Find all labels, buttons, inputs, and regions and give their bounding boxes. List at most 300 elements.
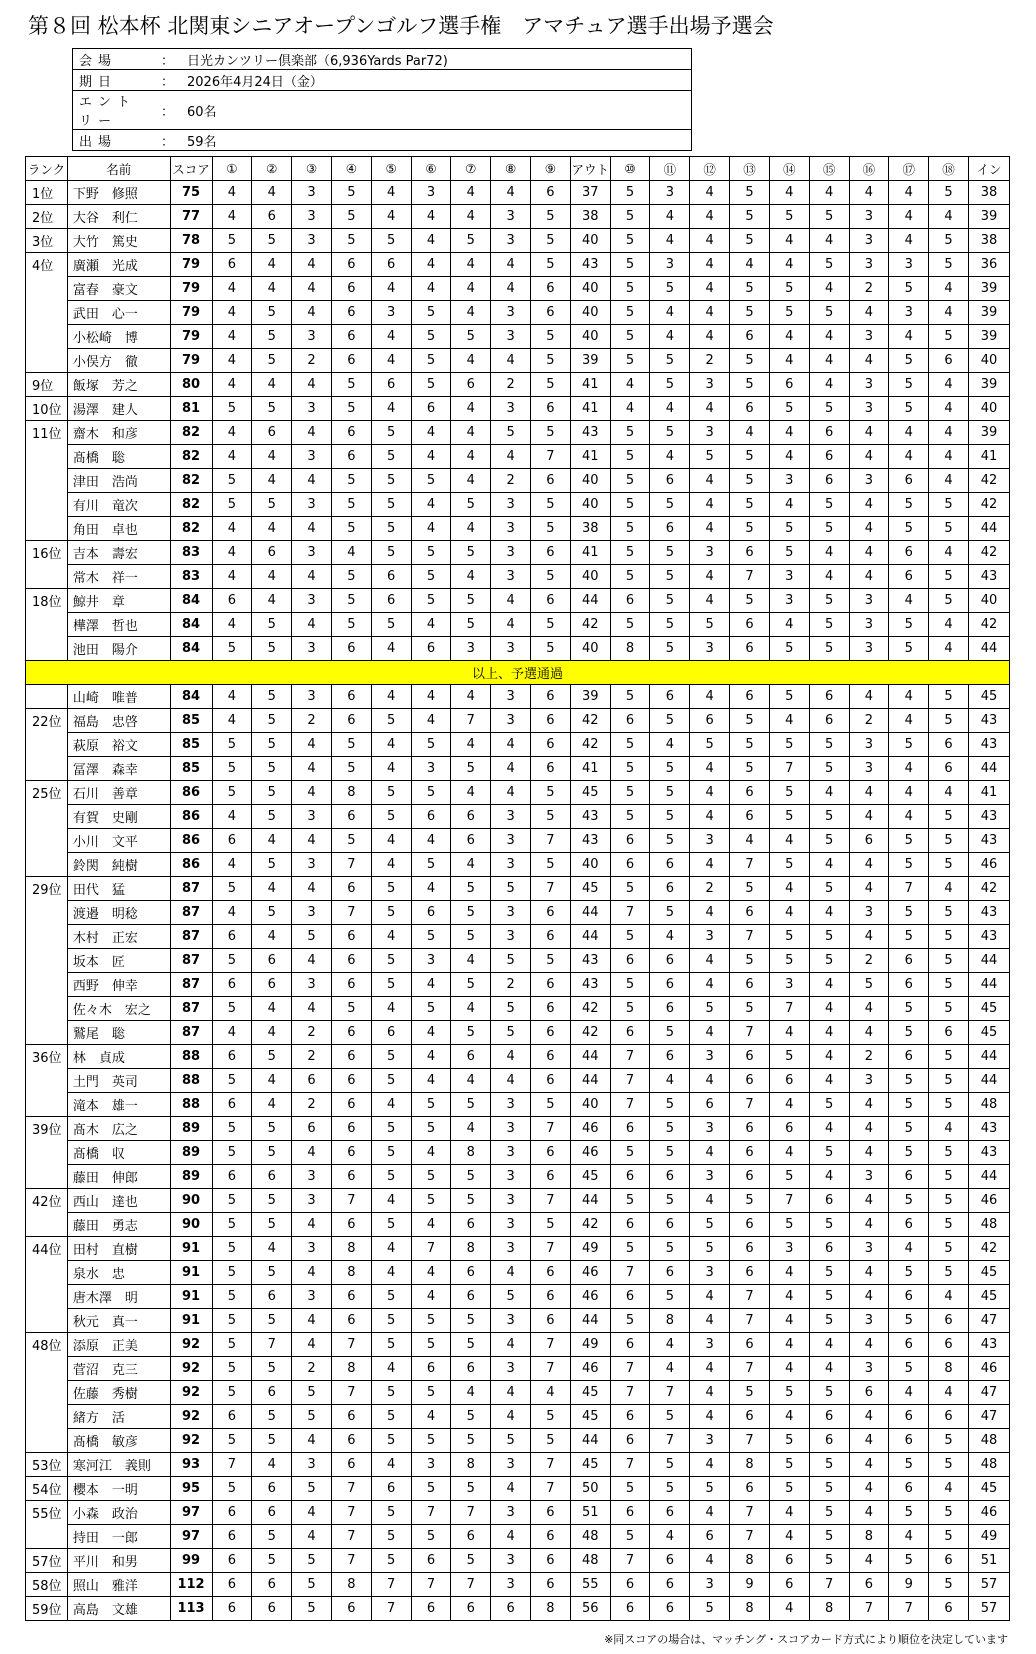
rank-cell: [26, 1021, 68, 1045]
hole-score: 4: [292, 277, 332, 301]
hole-score: 5: [610, 805, 650, 829]
hole-score: 3: [292, 1453, 332, 1477]
info-label: 出場: [73, 130, 156, 151]
hole-score: 46: [570, 1285, 610, 1309]
hole-score: 5: [889, 349, 929, 373]
hole-score: 6: [331, 1021, 371, 1045]
hole-score: 4: [650, 397, 690, 421]
hole-score: 5: [451, 1405, 491, 1429]
hole-score: 6: [331, 685, 371, 709]
hole-score: 4: [769, 349, 809, 373]
player-name: 津田 浩尚: [67, 469, 170, 493]
column-header: ⑦: [451, 157, 491, 181]
hole-score: 6: [650, 1213, 690, 1237]
hole-score: 5: [889, 1069, 929, 1093]
hole-score: 7: [531, 877, 571, 901]
hole-score: 47: [968, 1405, 1009, 1429]
hole-score: 3: [849, 901, 889, 925]
hole-score: 5: [690, 997, 730, 1021]
ranking-note: ※同スコアの場合は、マッチング・スコアカード方式により順位を決定しています: [604, 1633, 1008, 1646]
hole-score: 6: [212, 1501, 252, 1525]
total-score: 87: [170, 973, 212, 997]
hole-score: 4: [212, 349, 252, 373]
total-score: 83: [170, 565, 212, 589]
total-score: 91: [170, 1285, 212, 1309]
hole-score: 42: [570, 709, 610, 733]
hole-score: 4: [690, 205, 730, 229]
hole-score: 6: [889, 1333, 929, 1357]
hole-score: 4: [212, 421, 252, 445]
hole-score: 5: [212, 1381, 252, 1405]
hole-score: 6: [491, 1597, 531, 1621]
hole-score: 55: [570, 1573, 610, 1597]
player-name: 秋元 真一: [67, 1309, 170, 1333]
hole-score: 2: [292, 349, 332, 373]
player-name: 木村 正宏: [67, 925, 170, 949]
hole-score: 4: [849, 301, 889, 325]
rank-cell: 57位: [26, 1549, 68, 1573]
score-table: [25, 156, 1010, 1621]
hole-score: 4: [411, 1045, 451, 1069]
hole-score: 4: [411, 877, 451, 901]
hole-score: 4: [451, 997, 491, 1021]
hole-score: 5: [331, 565, 371, 589]
hole-score: 3: [292, 541, 332, 565]
hole-score: 43: [968, 1117, 1009, 1141]
hole-score: 4: [929, 205, 969, 229]
hole-score: 4: [292, 1141, 332, 1165]
total-score: 86: [170, 781, 212, 805]
hole-score: 5: [610, 445, 650, 469]
hole-score: 6: [610, 949, 650, 973]
hole-score: 5: [809, 1261, 849, 1285]
hole-score: 6: [929, 1309, 969, 1333]
total-score: 84: [170, 613, 212, 637]
hole-score: 6: [730, 1069, 770, 1093]
column-header: ⑫: [690, 157, 730, 181]
hole-score: 5: [371, 1405, 411, 1429]
hole-score: 5: [889, 925, 929, 949]
hole-score: 2: [849, 949, 889, 973]
hole-score: 4: [292, 421, 332, 445]
rank-cell: [26, 1381, 68, 1405]
info-colon: ：: [155, 49, 181, 70]
hole-score: 7: [331, 1189, 371, 1213]
hole-score: 4: [849, 1213, 889, 1237]
hole-score: 4: [690, 685, 730, 709]
rank-cell: 4位: [26, 253, 68, 277]
hole-score: 5: [411, 325, 451, 349]
hole-score: 4: [690, 325, 730, 349]
player-name: 土門 英司: [67, 1069, 170, 1093]
hole-score: 5: [650, 589, 690, 613]
hole-score: 5: [212, 1069, 252, 1093]
hole-score: 7: [331, 1525, 371, 1549]
hole-score: 41: [968, 781, 1009, 805]
hole-score: 6: [331, 637, 371, 661]
hole-score: 3: [491, 205, 531, 229]
hole-score: 2: [849, 277, 889, 301]
hole-score: 6: [451, 829, 491, 853]
hole-score: 5: [451, 1333, 491, 1357]
hole-score: 4: [889, 1237, 929, 1261]
rank-cell: [26, 829, 68, 853]
hole-score: 45: [570, 1453, 610, 1477]
hole-score: 7: [411, 1501, 451, 1525]
hole-score: 5: [769, 301, 809, 325]
hole-score: 47: [968, 1381, 1009, 1405]
hole-score: 7: [610, 1069, 650, 1093]
hole-score: 5: [371, 1333, 411, 1357]
player-name: 高島 文雄: [67, 1597, 170, 1621]
player-name: 大谷 利仁: [67, 205, 170, 229]
hole-score: 5: [371, 229, 411, 253]
hole-score: 4: [690, 1285, 730, 1309]
hole-score: 5: [292, 1405, 332, 1429]
hole-score: 5: [809, 877, 849, 901]
hole-score: 7: [769, 757, 809, 781]
hole-score: 4: [371, 181, 411, 205]
hole-score: 5: [929, 1453, 969, 1477]
hole-score: 6: [371, 1477, 411, 1501]
hole-score: 3: [411, 181, 451, 205]
hole-score: 4: [929, 613, 969, 637]
hole-score: 6: [610, 1285, 650, 1309]
hole-score: 6: [730, 1405, 770, 1429]
hole-score: 5: [252, 853, 292, 877]
hole-score: 4: [929, 397, 969, 421]
hole-score: 6: [331, 973, 371, 997]
hole-score: 4: [690, 1405, 730, 1429]
rank-cell: 25位: [26, 781, 68, 805]
event-info-table: [72, 48, 692, 151]
hole-score: 46: [570, 1357, 610, 1381]
hole-score: 4: [849, 493, 889, 517]
hole-score: 44: [570, 589, 610, 613]
hole-score: 5: [331, 469, 371, 493]
hole-score: 5: [252, 805, 292, 829]
hole-score: 4: [769, 1501, 809, 1525]
column-header: ⑱: [929, 157, 969, 181]
hole-score: 8: [331, 1573, 371, 1597]
hole-score: 6: [809, 1189, 849, 1213]
hole-score: 5: [212, 1237, 252, 1261]
hole-score: 6: [252, 949, 292, 973]
hole-score: 8: [451, 1141, 491, 1165]
table-row: [26, 685, 1010, 709]
total-score: 89: [170, 1117, 212, 1141]
hole-score: 3: [491, 1093, 531, 1117]
hole-score: 5: [371, 613, 411, 637]
hole-score: 6: [650, 949, 690, 973]
hole-score: 3: [690, 541, 730, 565]
hole-score: 5: [889, 901, 929, 925]
hole-score: 5: [212, 877, 252, 901]
table-row: [26, 589, 1010, 613]
hole-score: 5: [451, 757, 491, 781]
hole-score: 5: [371, 1525, 411, 1549]
hole-score: 4: [690, 181, 730, 205]
hole-score: 5: [451, 1165, 491, 1189]
hole-score: 4: [809, 373, 849, 397]
hole-score: 6: [769, 1117, 809, 1141]
hole-score: 4: [212, 613, 252, 637]
hole-score: 3: [292, 181, 332, 205]
hole-score: 5: [451, 1021, 491, 1045]
hole-score: 4: [491, 781, 531, 805]
hole-score: 6: [411, 637, 451, 661]
hole-score: 3: [769, 589, 809, 613]
hole-score: 5: [769, 685, 809, 709]
hole-score: 4: [849, 349, 889, 373]
hole-score: 5: [371, 1141, 411, 1165]
table-row: [26, 1069, 1010, 1093]
table-row: [26, 277, 1010, 301]
hole-score: 7: [849, 1597, 889, 1621]
hole-score: 6: [451, 1213, 491, 1237]
player-name: 寒河江 義則: [67, 1453, 170, 1477]
hole-score: 6: [252, 1285, 292, 1309]
hole-score: 4: [252, 829, 292, 853]
hole-score: 4: [809, 325, 849, 349]
hole-score: 4: [411, 1141, 451, 1165]
hole-score: 50: [570, 1477, 610, 1501]
hole-score: 5: [331, 517, 371, 541]
hole-score: 43: [968, 901, 1009, 925]
hole-score: 2: [849, 709, 889, 733]
hole-score: 4: [371, 757, 411, 781]
hole-score: 7: [331, 901, 371, 925]
hole-score: 4: [769, 229, 809, 253]
hole-score: 6: [929, 1333, 969, 1357]
hole-score: 3: [292, 397, 332, 421]
hole-score: 3: [292, 229, 332, 253]
hole-score: 5: [889, 1501, 929, 1525]
hole-score: 5: [252, 1405, 292, 1429]
hole-score: 7: [730, 1093, 770, 1117]
hole-score: 3: [690, 421, 730, 445]
hole-score: 4: [650, 733, 690, 757]
hole-score: 6: [331, 1213, 371, 1237]
hole-score: 3: [889, 301, 929, 325]
rank-cell: 11位: [26, 421, 68, 445]
hole-score: 5: [252, 1261, 292, 1285]
hole-score: 6: [331, 1141, 371, 1165]
hole-score: 6: [929, 1549, 969, 1573]
hole-score: 4: [650, 1069, 690, 1093]
hole-score: 4: [730, 829, 770, 853]
hole-score: 4: [889, 805, 929, 829]
hole-score: 6: [531, 1285, 571, 1309]
hole-score: 44: [968, 949, 1009, 973]
hole-score: 39: [968, 421, 1009, 445]
hole-score: 4: [371, 349, 411, 373]
hole-score: 4: [491, 1069, 531, 1093]
hole-score: 4: [769, 1333, 809, 1357]
hole-score: 5: [531, 1093, 571, 1117]
player-name: 櫻本 一明: [67, 1477, 170, 1501]
hole-score: 4: [451, 205, 491, 229]
hole-score: 5: [889, 829, 929, 853]
hole-score: 40: [570, 469, 610, 493]
hole-score: 6: [212, 1045, 252, 1069]
total-score: 87: [170, 901, 212, 925]
hole-score: 4: [809, 1357, 849, 1381]
hole-score: 4: [411, 421, 451, 445]
hole-score: 3: [491, 709, 531, 733]
hole-score: 3: [491, 805, 531, 829]
hole-score: 4: [411, 277, 451, 301]
hole-score: 5: [929, 1093, 969, 1117]
hole-score: 5: [809, 1549, 849, 1573]
hole-score: 5: [212, 229, 252, 253]
hole-score: 3: [849, 757, 889, 781]
hole-score: 6: [531, 1309, 571, 1333]
hole-score: 5: [371, 1045, 411, 1069]
table-row: [26, 1357, 1010, 1381]
hole-score: 5: [730, 277, 770, 301]
hole-score: 4: [212, 1021, 252, 1045]
hole-score: 3: [292, 1285, 332, 1309]
hole-score: 6: [809, 685, 849, 709]
hole-score: 5: [809, 733, 849, 757]
hole-score: 3: [769, 565, 809, 589]
column-header: ⑰: [889, 157, 929, 181]
hole-score: 6: [690, 709, 730, 733]
hole-score: 6: [690, 1525, 730, 1549]
hole-score: 40: [570, 325, 610, 349]
hole-score: 6: [252, 973, 292, 997]
hole-score: 5: [411, 301, 451, 325]
table-row: [26, 925, 1010, 949]
player-name: 緒方 活: [67, 1405, 170, 1429]
hole-score: 3: [491, 685, 531, 709]
hole-score: 3: [849, 1165, 889, 1189]
hole-score: 4: [769, 1525, 809, 1549]
hole-score: 3: [849, 1069, 889, 1093]
hole-score: 4: [451, 733, 491, 757]
hole-score: 4: [292, 253, 332, 277]
player-name: 小川 文平: [67, 829, 170, 853]
hole-score: 4: [252, 1453, 292, 1477]
table-row: [26, 853, 1010, 877]
hole-score: 6: [531, 973, 571, 997]
player-name: 髙木 広之: [67, 1117, 170, 1141]
hole-score: 5: [331, 229, 371, 253]
hole-score: 5: [212, 997, 252, 1021]
hole-score: 4: [769, 1309, 809, 1333]
player-name: 渡邉 明稔: [67, 901, 170, 925]
hole-score: 6: [730, 1141, 770, 1165]
player-name: 西山 達也: [67, 1189, 170, 1213]
hole-score: 42: [968, 877, 1009, 901]
player-name: 小松崎 博: [67, 325, 170, 349]
hole-score: 5: [889, 373, 929, 397]
total-score: 84: [170, 589, 212, 613]
hole-score: 4: [769, 445, 809, 469]
hole-score: 4: [809, 277, 849, 301]
hole-score: 5: [690, 1237, 730, 1261]
hole-score: 4: [371, 997, 411, 1021]
hole-score: 7: [451, 1501, 491, 1525]
hole-score: 6: [531, 1069, 571, 1093]
hole-score: 4: [889, 1525, 929, 1549]
hole-score: 9: [889, 1573, 929, 1597]
hole-score: 6: [889, 541, 929, 565]
hole-score: 5: [929, 1261, 969, 1285]
column-header: ⑧: [491, 157, 531, 181]
hole-score: 43: [968, 565, 1009, 589]
hole-score: 7: [650, 1429, 690, 1453]
hole-score: 3: [491, 1165, 531, 1189]
hole-score: 3: [491, 493, 531, 517]
hole-score: 38: [968, 229, 1009, 253]
hole-score: 38: [570, 517, 610, 541]
hole-score: 3: [690, 1333, 730, 1357]
hole-score: 2: [849, 1045, 889, 1069]
hole-score: 5: [531, 781, 571, 805]
hole-score: 5: [531, 853, 571, 877]
hole-score: 3: [411, 949, 451, 973]
hole-score: 5: [889, 1549, 929, 1573]
rank-cell: [26, 973, 68, 997]
hole-score: 4: [889, 709, 929, 733]
hole-score: 6: [650, 469, 690, 493]
hole-score: 5: [730, 1189, 770, 1213]
hole-score: 5: [809, 301, 849, 325]
hole-score: 43: [968, 1333, 1009, 1357]
column-header: ⑬: [730, 157, 770, 181]
hole-score: 6: [531, 901, 571, 925]
hole-score: 4: [411, 1405, 451, 1429]
rank-cell: [26, 1093, 68, 1117]
hole-score: 40: [570, 229, 610, 253]
hole-score: 6: [252, 205, 292, 229]
table-row: [26, 781, 1010, 805]
hole-score: 5: [610, 205, 650, 229]
player-name: 角田 卓也: [67, 517, 170, 541]
hole-score: 5: [650, 1453, 690, 1477]
rank-cell: [26, 325, 68, 349]
hole-score: 5: [929, 517, 969, 541]
hole-score: 6: [212, 1093, 252, 1117]
hole-score: 6: [610, 1429, 650, 1453]
hole-score: 4: [451, 445, 491, 469]
hole-score: 3: [491, 853, 531, 877]
hole-score: 5: [809, 493, 849, 517]
hole-score: 5: [371, 1165, 411, 1189]
hole-score: 5: [451, 1429, 491, 1453]
hole-score: 6: [889, 565, 929, 589]
hole-score: 5: [451, 1549, 491, 1573]
hole-score: 8: [730, 1597, 770, 1621]
hole-score: 5: [889, 613, 929, 637]
hole-score: 4: [451, 781, 491, 805]
hole-score: 5: [331, 181, 371, 205]
hole-score: 4: [491, 1261, 531, 1285]
hole-score: 5: [411, 469, 451, 493]
hole-score: 8: [451, 1237, 491, 1261]
table-row: [26, 805, 1010, 829]
hole-score: 5: [331, 589, 371, 613]
total-score: 92: [170, 1333, 212, 1357]
hole-score: 5: [331, 373, 371, 397]
table-row: [26, 1453, 1010, 1477]
hole-score: 5: [252, 1525, 292, 1549]
hole-score: 46: [570, 1141, 610, 1165]
hole-score: 6: [769, 1573, 809, 1597]
total-score: 78: [170, 229, 212, 253]
